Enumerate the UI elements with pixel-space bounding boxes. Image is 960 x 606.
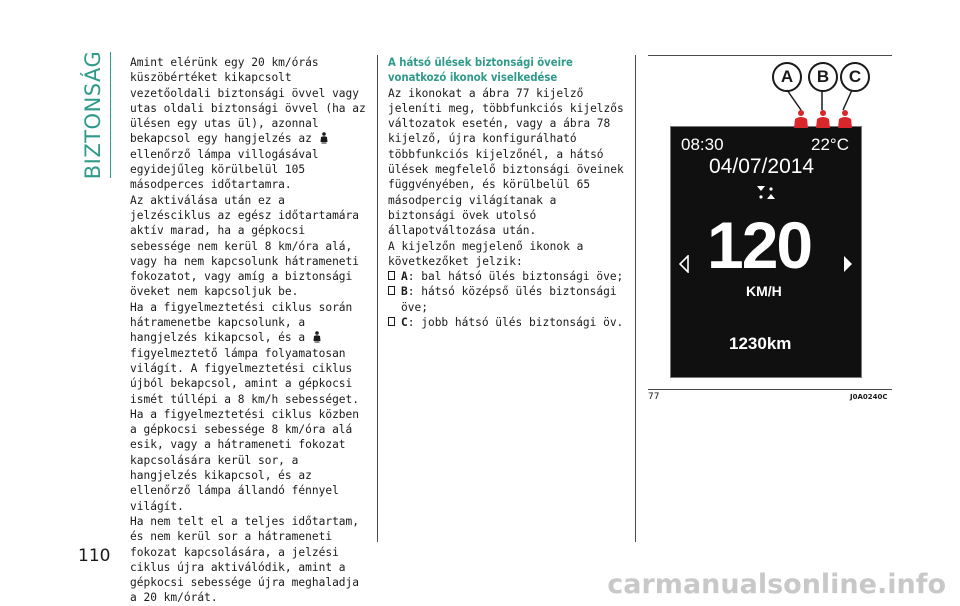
seatbelt-warning-icon bbox=[816, 110, 830, 128]
callout-b: B bbox=[808, 62, 838, 92]
speed-readout: 120 bbox=[707, 208, 812, 282]
bullet-box-icon bbox=[388, 317, 395, 326]
arrow-left-icon bbox=[679, 255, 689, 273]
section-heading: A hátsó ülések biztonsági öveire vonatkozó ikonok viselkedése bbox=[388, 56, 573, 85]
list-item: A: bal hátsó ülés biztonsági öve; bbox=[388, 269, 628, 284]
paragraph: Ha nem telt el a teljes időtartam, és nem kerül sor a hátrameneti fokozat kapcsolására, a jelzési ciklus újra aktiválódik, amint a gépkocsi sebessége újra meghaladja a 20 km/órát. bbox=[130, 514, 360, 605]
paragraph: Az aktiválása után ez a jelzésciklus az egész időtartamára aktív marad, ha a gépkocsi sebessége nem kerül 8 km/óra alá, vagy ha nem kapcsolunk hátrameneti fokozatot, vagy amíg a biztonsági öveket nem kapcsoljuk be. bbox=[130, 193, 360, 299]
figure-bottom-rule bbox=[648, 389, 892, 390]
rear-seatbelt-icons bbox=[791, 109, 861, 131]
callout-c: C bbox=[840, 62, 870, 92]
bullet-box-icon bbox=[388, 271, 395, 280]
paragraph: Az ikonokat a ábra 77 kijelző jeleníti meg, többfunkciós kijelzős változatok esetén, vagy a ábra 78 kijelző, újra konfigurálható többfunkciós kijelzőnél, a hátsó ülések megfelelő biztonsági öveinek függvényében, és körülbelül 65 másodpercig világítanak a biztonsági övek utolsó állapotváltozása után. bbox=[388, 86, 624, 238]
odometer-readout: 1230km bbox=[729, 334, 792, 353]
menu-indicator-icon bbox=[755, 186, 777, 200]
section-rule bbox=[110, 52, 111, 178]
paragraph: A kijelzőn megjelenő ikonok a következőket jelzik: bbox=[388, 239, 584, 268]
watermark: carmanualsonline.info bbox=[607, 569, 946, 600]
seatbelt-warning-icon bbox=[794, 110, 808, 128]
callout-a: A bbox=[772, 62, 802, 92]
list-item: B: hátsó középső ülés biztonsági öve; bbox=[388, 284, 628, 315]
bullet-box-icon bbox=[388, 286, 395, 295]
speed-unit: KM/H bbox=[746, 283, 782, 299]
page-number: 110 bbox=[78, 546, 111, 566]
temperature-readout: 22°C bbox=[811, 135, 849, 154]
text-column-1 bbox=[130, 55, 370, 606]
instrument-display bbox=[670, 126, 862, 378]
section-title: BIZTONSÁG bbox=[81, 50, 105, 180]
seatbelt-warning-icon bbox=[312, 331, 322, 343]
arrow-right-icon bbox=[843, 255, 853, 273]
figure-top-rule bbox=[648, 55, 892, 56]
seatbelt-warning-icon bbox=[838, 110, 852, 128]
list-item: C: jobb hátsó ülés biztonsági öv. bbox=[388, 315, 628, 330]
date-readout: 04/07/2014 bbox=[709, 155, 815, 178]
clock-readout: 08:30 bbox=[681, 135, 724, 154]
seatbelt-warning-icon bbox=[319, 132, 329, 144]
paragraph: Amint elérünk egy 20 km/órás küszöbértéket kikapcsolt vezetőoldali biztonsági övvel vagy utas oldali biztonsági övvel (ha az ülésen egy utas ül), azonnal bekapcsol egy hangjelzés az ellenőrző lámpa villogásával egyidejűleg körülbelül 105 másodperces időtartamra. bbox=[130, 56, 366, 192]
column-divider bbox=[635, 55, 636, 542]
figure-code: J0A0240C bbox=[850, 393, 888, 401]
paragraph: Ha a figyelmeztetési ciklus közben a gépkocsi sebessége 8 km/óra alá esik, vagy a hátrameneti fokozat kapcsolására kerül sor, a hangjelzés kikapcsol, és az ellenőrző lámpa állandó fénnyel világít. bbox=[130, 407, 360, 513]
column-divider bbox=[377, 55, 378, 542]
paragraph: Ha a figyelmeztetési ciklus során hátramenetbe kapcsolunk, a hangjelzés kikapcsol, és a figyelmeztető lámpa folyamatosan világít. A figyelmeztetési ciklus újból bekapcsol, amint a gépkocsi ismét túllépi a 8 km/h sebességet. bbox=[130, 300, 360, 406]
figure-number: 77 bbox=[648, 392, 660, 402]
text-column-2 bbox=[388, 55, 628, 330]
